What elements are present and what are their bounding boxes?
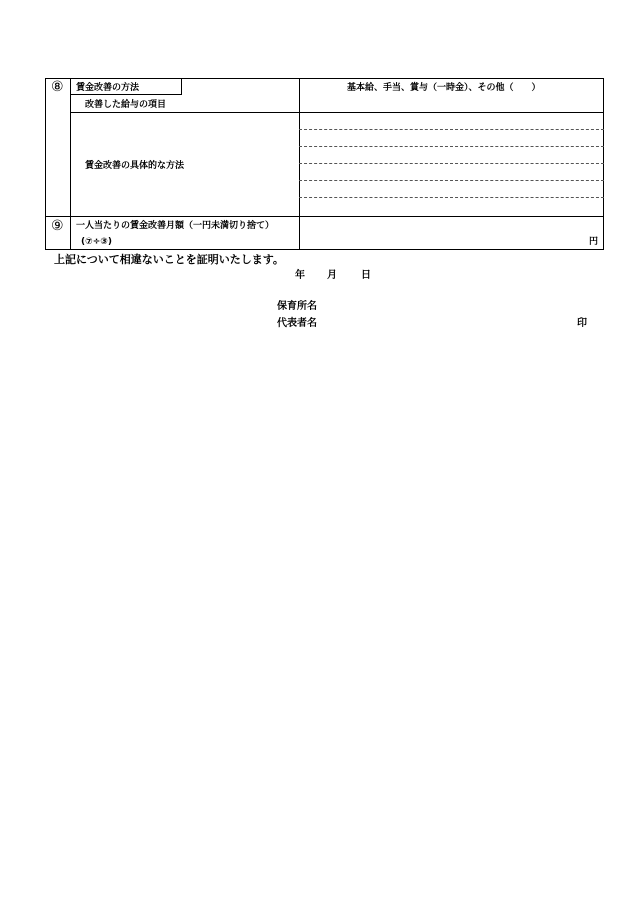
writing-line-4[interactable] xyxy=(299,180,604,181)
formula-label: (⑦÷③) xyxy=(81,237,113,247)
number-column-divider xyxy=(70,78,71,250)
writing-line-1[interactable] xyxy=(299,129,604,130)
date-month-label: 月 xyxy=(327,270,337,281)
date-day-label: 日 xyxy=(361,270,371,281)
facility-name-label: 保育所名 xyxy=(277,301,317,312)
yen-unit: 円 xyxy=(589,237,599,247)
specific-method-label: 賃金改善の具体的な方法 xyxy=(85,161,185,171)
items-value[interactable]: 基本給、手当、賞与（一時金）、その他（ ） xyxy=(347,83,541,93)
method-label: 賃金改善の方法 xyxy=(76,83,140,93)
items-label: 改善した給与の項目 xyxy=(85,100,167,110)
section-divider xyxy=(45,216,604,217)
writing-line-5[interactable] xyxy=(299,197,604,198)
certification-statement: 上記について相違ないことを証明いたします。 xyxy=(54,253,284,266)
writing-line-3[interactable] xyxy=(299,163,604,164)
items-row-divider xyxy=(70,112,604,113)
value-column-divider xyxy=(299,78,300,250)
section-8-number: ⑧ xyxy=(51,79,64,95)
writing-line-2[interactable] xyxy=(299,146,604,147)
date-year-label: 年 xyxy=(295,270,305,281)
wage-improvement-form xyxy=(45,78,604,250)
monthly-improvement-label: 一人当たりの賃金改善月額（一円未満切り捨て） xyxy=(76,221,275,231)
seal-mark: 印 xyxy=(577,318,587,329)
section-9-number: ⑨ xyxy=(51,218,64,234)
representative-name-label: 代表者名 xyxy=(277,318,317,329)
